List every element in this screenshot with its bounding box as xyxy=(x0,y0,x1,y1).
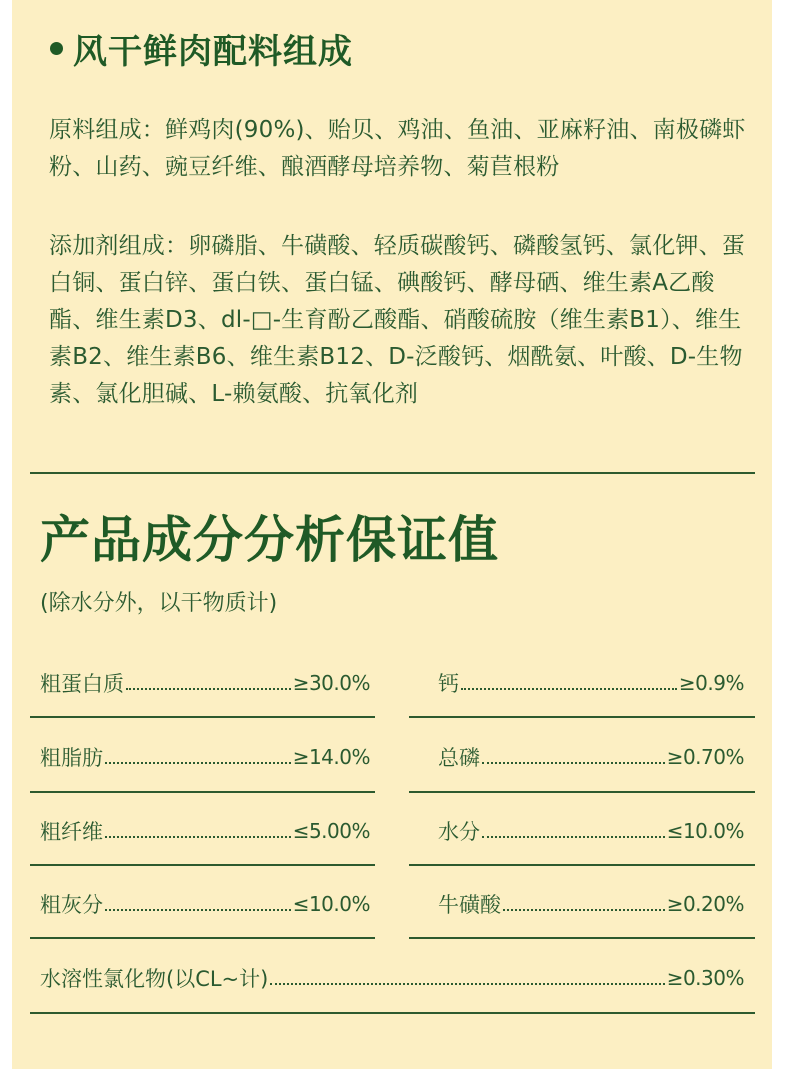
leader-dots xyxy=(105,909,291,911)
row-divider xyxy=(30,1012,755,1014)
row-divider xyxy=(409,864,755,866)
nutrient-name: 水分 xyxy=(438,820,480,844)
analysis-row xyxy=(438,816,744,846)
row-divider xyxy=(409,791,755,793)
ingredients-heading-text: 风干鲜肉配料组成 xyxy=(73,32,353,72)
analysis-row xyxy=(438,742,744,772)
bullet-icon xyxy=(50,42,63,55)
nutrient-value: ≤10.0% xyxy=(666,819,744,843)
row-divider xyxy=(30,864,375,866)
leader-dots xyxy=(482,836,665,838)
nutrient-name: 钙 xyxy=(438,672,459,696)
nutrient-name: 粗蛋白质 xyxy=(40,672,124,696)
analysis-row xyxy=(438,668,744,698)
leader-dots xyxy=(503,909,665,911)
nutrient-name: 粗纤维 xyxy=(40,820,103,844)
analysis-row xyxy=(40,816,370,846)
nutrient-value: ≤10.0% xyxy=(292,892,370,916)
ingredient-card xyxy=(12,0,772,1069)
nutrient-name: 粗脂肪 xyxy=(40,746,103,770)
ingredients-heading xyxy=(50,24,353,73)
row-divider xyxy=(409,937,755,939)
row-divider xyxy=(30,791,375,793)
row-divider xyxy=(409,716,755,718)
nutrient-value: ≥0.9% xyxy=(678,671,744,695)
nutrient-value: ≥0.20% xyxy=(666,892,744,916)
nutrient-name: 粗灰分 xyxy=(40,893,103,917)
row-divider xyxy=(30,937,375,939)
additives-text: 添加剂组成：卵磷脂、牛磺酸、轻质碳酸钙、磷酸氢钙、氯化钾、蛋白铜、蛋白锌、蛋白铁、蛋白锰、碘酸钙、酵母硒、维生素A乙酸酯、维生素D3、dl-□-生育酚乙酸酯、硝酸硫胺（维生素B1）、维生素B2、维生素B6、维生素B12、D-泛酸钙、烟酰氨、叶酸、D-生物素、氯化胆碱、L-赖氨酸、抗氧化剂 xyxy=(49,233,745,407)
nutrient-value: ≥0.70% xyxy=(666,745,744,769)
analysis-title: 产品成分分析保证值 xyxy=(40,511,499,569)
section-divider xyxy=(30,472,755,474)
leader-dots xyxy=(105,762,291,764)
analysis-subtitle: (除水分外，以干物质计) xyxy=(40,591,278,616)
leader-dots xyxy=(482,762,665,764)
nutrient-name: 总磷 xyxy=(438,746,480,770)
nutrient-value: ≥30.0% xyxy=(292,671,370,695)
leader-dots xyxy=(126,688,291,690)
leader-dots xyxy=(461,688,677,690)
row-divider xyxy=(30,716,375,718)
analysis-row xyxy=(40,668,370,698)
nutrient-value: ≤5.00% xyxy=(292,819,370,843)
raw-materials-text: 原料组成：鲜鸡肉(90%)、贻贝、鸡油、鱼油、亚麻籽油、南极磷虾粉、山药、豌豆纤维、酿酒酵母培养物、菊苣根粉 xyxy=(49,117,746,180)
analysis-row xyxy=(40,889,370,919)
leader-dots xyxy=(270,983,664,985)
nutrient-value: ≥14.0% xyxy=(292,745,370,769)
nutrient-name: 牛磺酸 xyxy=(438,893,501,917)
analysis-row xyxy=(40,963,744,993)
analysis-row xyxy=(40,742,370,772)
analysis-row xyxy=(438,889,744,919)
nutrient-name: 水溶性氯化物(以CL~计) xyxy=(40,967,269,991)
nutrient-value: ≥0.30% xyxy=(666,966,744,990)
leader-dots xyxy=(105,836,291,838)
